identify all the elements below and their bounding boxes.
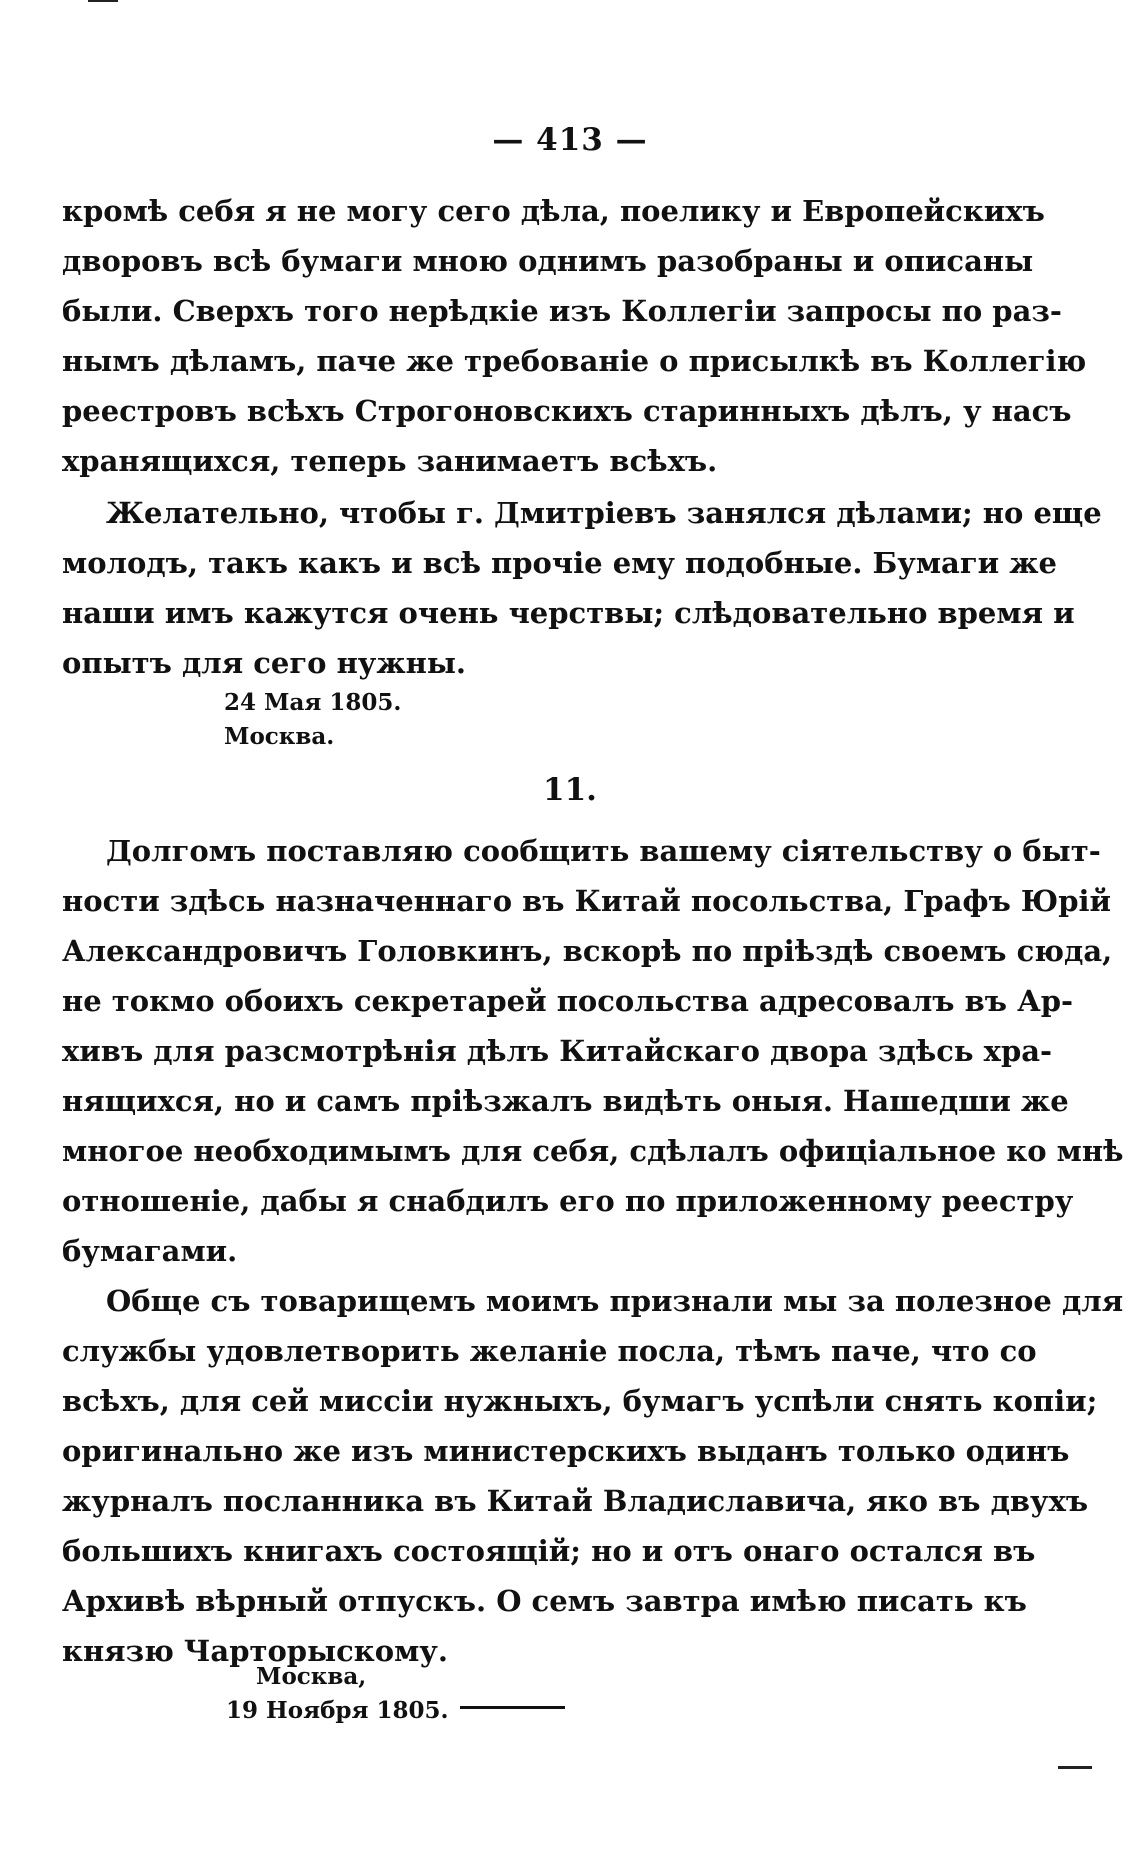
text-line: дворовъ всѣ бумаги мною однимъ разобраны и описаны <box>62 244 1034 278</box>
text-line: большихъ книгахъ состоящій; но и отъ онаго остался въ <box>62 1534 1036 1568</box>
text-line: молодъ, такъ какъ и всѣ прочіе ему подобные. Бумаги же <box>62 546 1057 580</box>
text-line: не токмо обоихъ секретарей посольства адресовалъ въ Ар- <box>62 984 1074 1018</box>
text-line: многое необходимымъ для себя, сдѣлалъ офиціальное ко мнѣ <box>62 1134 1124 1168</box>
text-line: бумагами. <box>62 1234 238 1268</box>
letter-2-date-block <box>226 1694 449 1728</box>
text-line: нящихся, но и самъ пріѣзжалъ видѣть оныя. Нашедши же <box>62 1084 1069 1118</box>
letter-date: 19 Ноября 1805. <box>226 1697 449 1724</box>
letter-2-signature <box>256 1660 366 1694</box>
text-line: журналъ посланника въ Китай Владиславича, яко въ двухъ <box>62 1484 1089 1518</box>
end-rule <box>460 1706 565 1709</box>
paragraph-4 <box>62 1276 1124 1676</box>
paragraph-3 <box>62 826 1124 1276</box>
letter-1-signature <box>224 686 401 754</box>
text-line: опытъ для сего нужны. <box>62 646 467 680</box>
text-line: князю Чарторыскому. <box>62 1634 448 1668</box>
text-line: Архивѣ вѣрный отпускъ. О семъ завтра имѣю писать къ <box>62 1584 1027 1618</box>
text-line: отношеніе, дабы я снабдилъ его по приложенному реестру <box>62 1184 1074 1218</box>
text-line: Желательно, чтобы г. Дмитріевъ занялся дѣлами; но еще <box>106 496 1102 530</box>
letter-place: Москва. <box>224 723 335 750</box>
text-line: Обще съ товарищемъ моимъ признали мы за полезное для <box>106 1284 1124 1318</box>
text-line: нымъ дѣламъ, паче же требованіе о присылкѣ въ Коллегію <box>62 344 1087 378</box>
text-line: Долгомъ поставляю сообщить вашему сіятельству о быт- <box>106 834 1101 868</box>
paragraph-1 <box>62 186 1087 486</box>
text-line: хранящихся, теперь занимаетъ всѣхъ. <box>62 444 718 478</box>
section-number: 11. <box>543 772 597 808</box>
text-line: Александровичъ Головкинъ, вскорѣ по пріѣздѣ своемъ сюда, <box>62 934 1113 968</box>
text-line: службы удовлетворить желаніе посла, тѣмъ паче, что со <box>62 1334 1037 1368</box>
text-line: оригинально же изъ министерскихъ выданъ только одинъ <box>62 1434 1070 1468</box>
text-line: были. Сверхъ того нерѣдкіе изъ Коллегіи запросы по раз- <box>62 294 1062 328</box>
text-line: ности здѣсь назначеннаго въ Китай посольства, Графъ Юрій <box>62 884 1112 918</box>
text-line: всѣхъ, для сей миссіи нужныхъ, бумагъ успѣли снять копіи; <box>62 1384 1098 1418</box>
letter-place: Москва, <box>256 1663 367 1690</box>
letter-date: 24 Мая 1805. <box>224 689 402 716</box>
text-line: наши имъ кажутся очень черствы; слѣдовательно время и <box>62 596 1075 630</box>
scan-mark-top <box>88 0 118 2</box>
text-line: кромѣ себя я не могу сего дѣла, поелику и Европейскихъ <box>62 194 1045 228</box>
scan-mark-right <box>1058 1766 1092 1769</box>
text-line: реестровъ всѣхъ Строгоновскихъ старинныхъ дѣлъ, у насъ <box>62 394 1072 428</box>
paragraph-2 <box>62 488 1102 688</box>
text-line: хивъ для разсмотрѣнія дѣлъ Китайскаго двора здѣсь хра- <box>62 1034 1053 1068</box>
page-number: — 413 — <box>492 122 648 158</box>
